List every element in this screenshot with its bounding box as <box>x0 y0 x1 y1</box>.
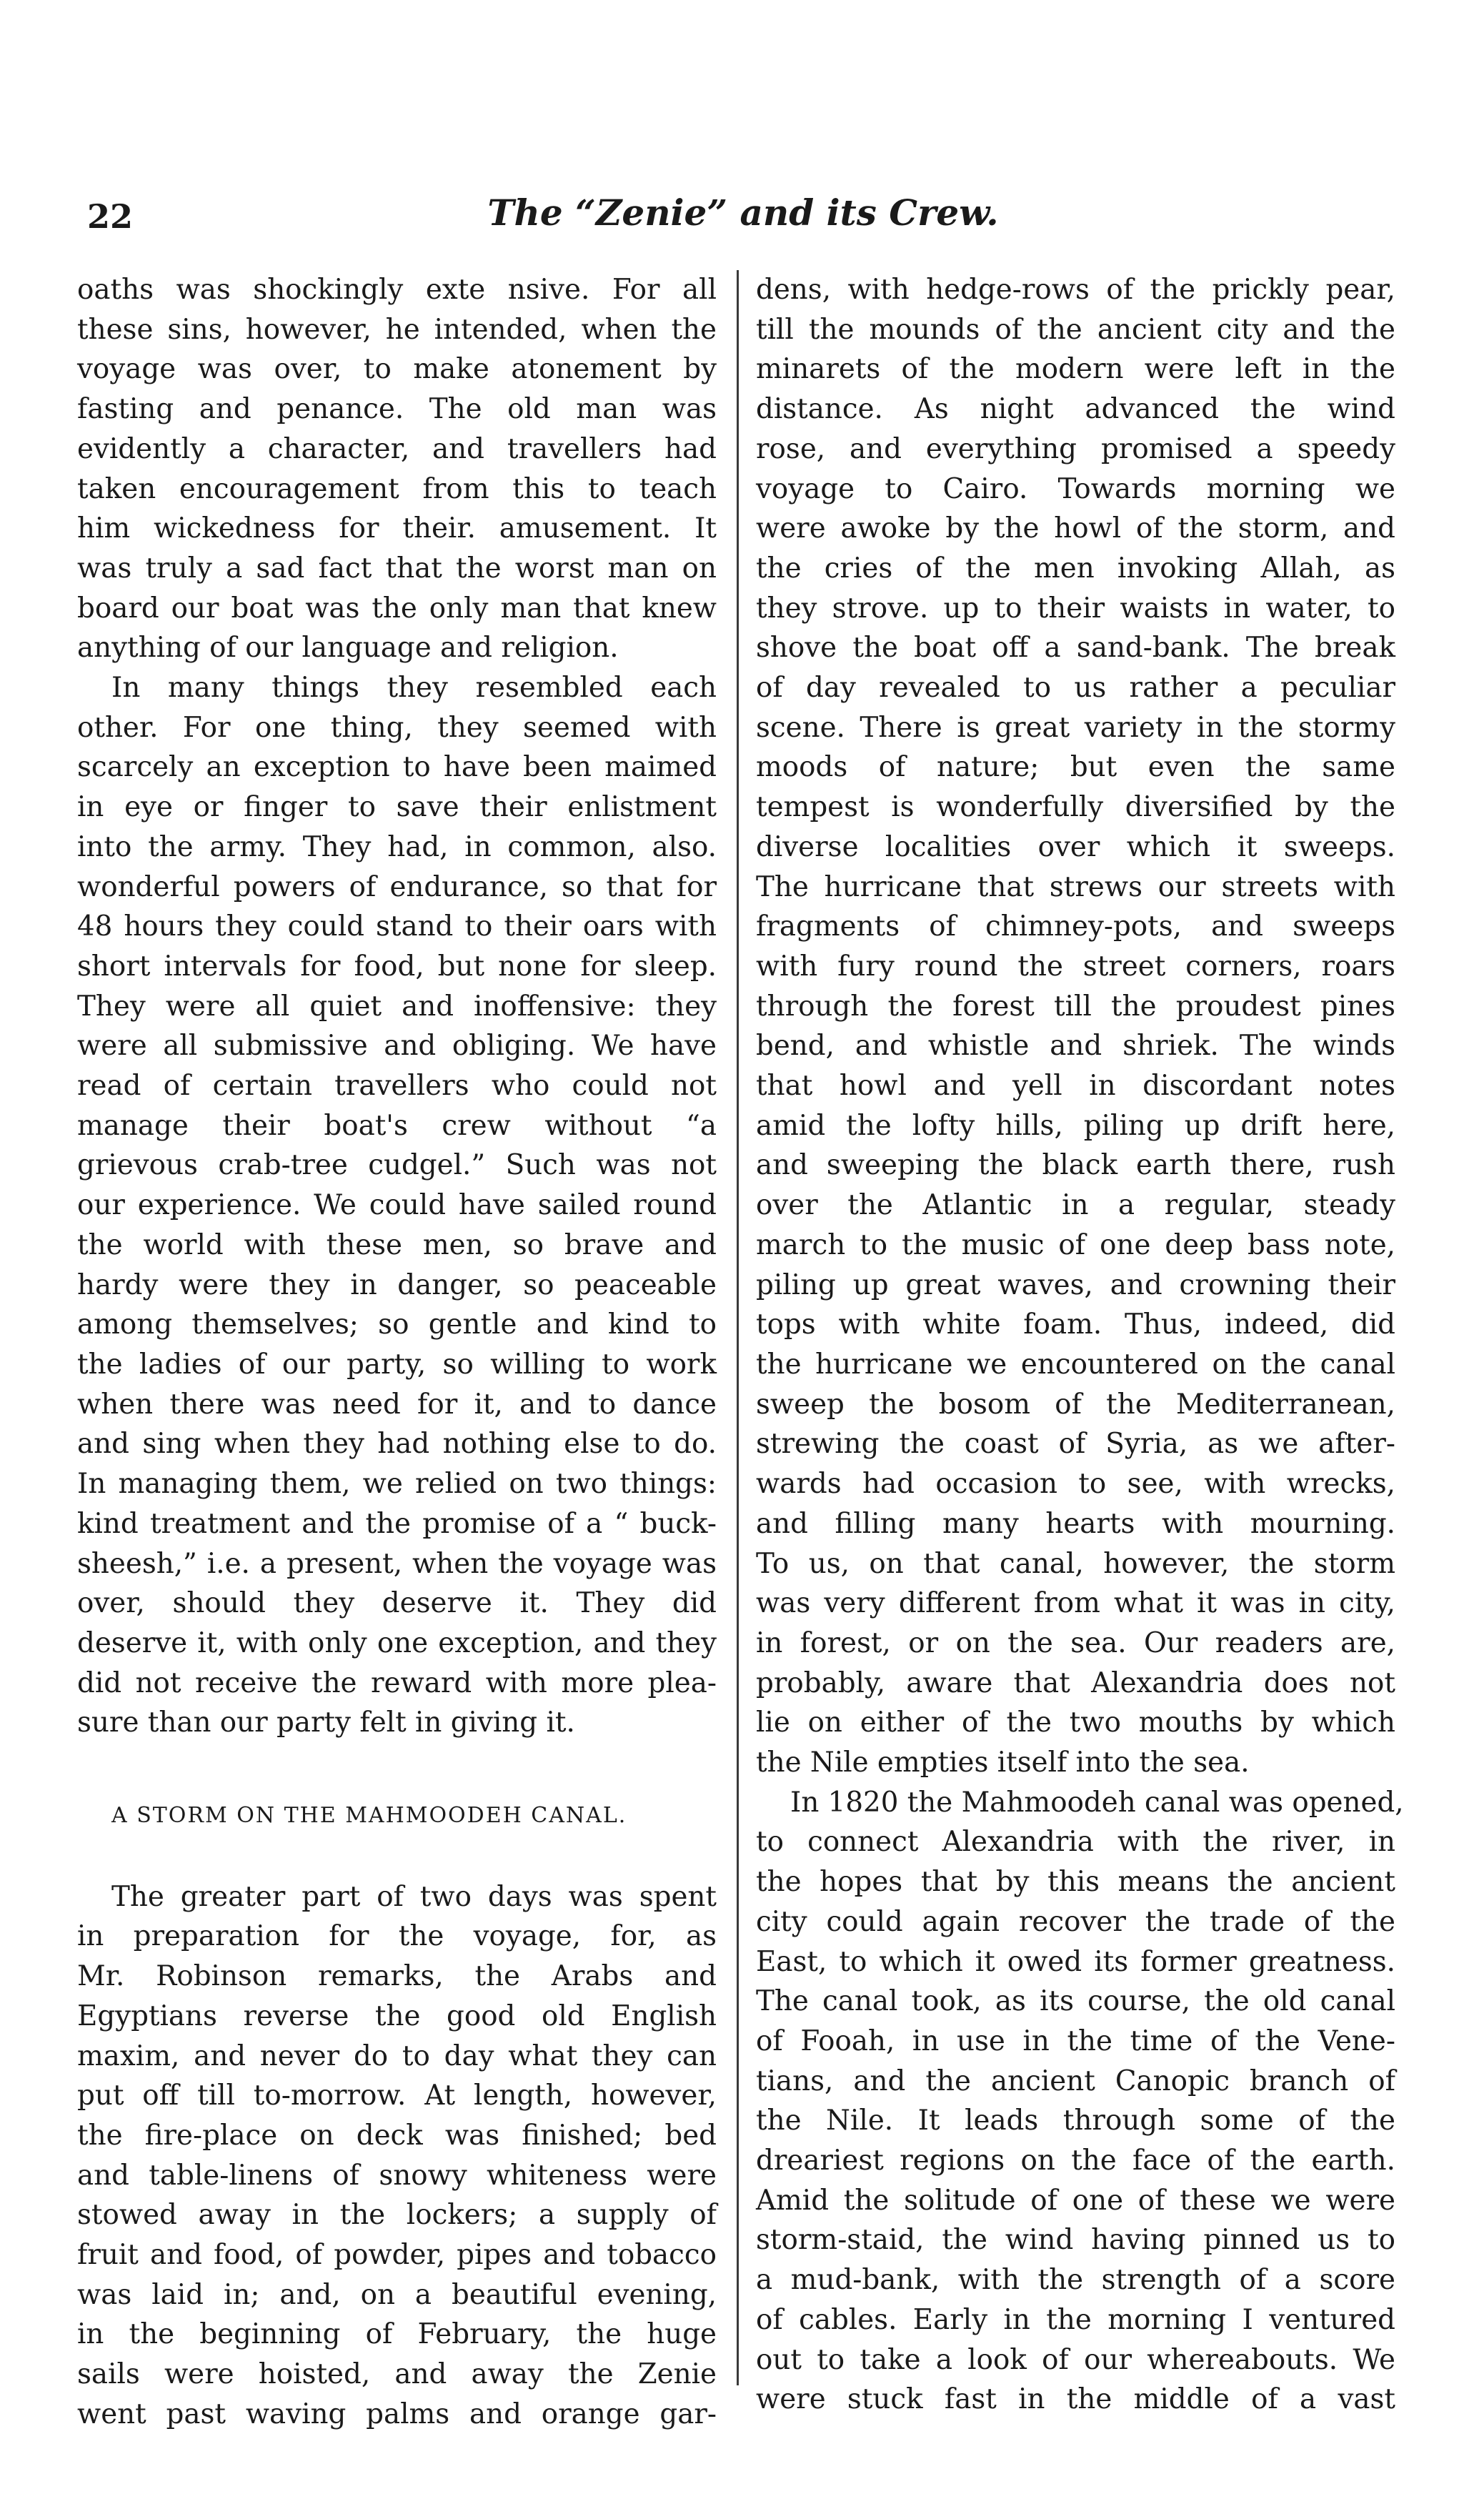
text-line: sweep the bosom of the Mediterranean, <box>756 1388 1395 1421</box>
text-line: East, to which it owed its former greatness. <box>756 1945 1395 1978</box>
text-line: city could again recover the trade of the <box>756 1905 1395 1938</box>
text-line: into the army. They had, in common, also. <box>77 830 717 863</box>
text-line: moods of nature; but even the same <box>756 751 1395 784</box>
text-line: In many things they resembled each <box>111 672 717 705</box>
text-line: Amid the solitude of one of these we were <box>756 2184 1395 2217</box>
text-line: the hopes that by this means the ancient <box>756 1866 1395 1899</box>
text-line: board our boat was the only man that knew <box>77 592 717 625</box>
text-line: scarcely an exception to have been maimed <box>77 751 717 784</box>
text-line: they strove. up to their waists in water, to <box>756 592 1395 625</box>
text-line: deserve it, with only one exception, and they <box>77 1626 717 1659</box>
text-line: piling up great waves, and crowning their <box>756 1268 1395 1301</box>
text-line: The hurricane that strews our streets with <box>756 870 1395 903</box>
text-line: Mr. Robinson remarks, the Arabs and <box>77 1960 717 1993</box>
text-line: were awoke by the howl of the storm, and <box>756 512 1395 545</box>
text-line: evidently a character, and travellers had <box>77 432 717 465</box>
text-line: anything of our language and religion. <box>77 632 619 665</box>
text-line: over, should they deserve it. They did <box>77 1587 717 1620</box>
text-line: to connect Alexandria with the river, in <box>756 1826 1395 1859</box>
text-line: was laid in; and, on a beautiful evening, <box>77 2278 717 2311</box>
text-line: read of certain travellers who could not <box>77 1070 717 1103</box>
text-line: bend, and whistle and shriek. The winds <box>756 1030 1395 1063</box>
text-line: amid the lofty hills, piling up drift here, <box>756 1109 1395 1142</box>
text-line: scene. There is great variety in the stormy <box>756 711 1395 744</box>
page-header <box>79 192 1408 249</box>
text-line: stowed away in the lockers; a supply of <box>77 2199 717 2232</box>
text-line: shove the boat off a sand-bank. The break <box>756 632 1395 665</box>
text-line: fasting and penance. The old man was <box>77 393 717 426</box>
text-line: these sins, however, he intended, when the <box>77 313 717 346</box>
text-line: when there was need for it, and to dance <box>77 1388 717 1421</box>
text-line: tops with white foam. Thus, indeed, did <box>756 1308 1395 1341</box>
text-line: the ladies of our party, so willing to work <box>77 1348 717 1381</box>
text-line: our experience. We could have sailed round <box>77 1189 717 1222</box>
text-line: distance. As night advanced the wind <box>756 393 1395 426</box>
text-line: tempest is wonderfully diversified by the <box>756 791 1395 824</box>
text-line: wards had occasion to see, with wrecks, <box>756 1468 1395 1501</box>
right-column <box>756 270 1404 2420</box>
text-line: maxim, and never do to day what they can <box>77 2039 717 2072</box>
text-line: were all submissive and obliging. We have <box>77 1030 717 1063</box>
text-line: In 1820 the Mahmoodeh canal was opened, <box>790 1786 1404 1819</box>
text-line: with fury round the street corners, roars <box>756 950 1395 983</box>
text-line: till the mounds of the ancient city and the <box>756 313 1395 346</box>
text-line: hardy were they in danger, so peaceable <box>77 1268 717 1301</box>
left-column <box>77 270 717 2435</box>
text-line: the cries of the men invoking Allah, as <box>756 552 1395 585</box>
text-line: To us, on that canal, however, the storm <box>756 1547 1395 1580</box>
text-line: sure than our party felt in giving it. <box>77 1706 575 1739</box>
text-line: him wickedness for their. amusement. It <box>77 512 717 545</box>
section-heading: A STORM ON THE MAHMOODEH CANAL. <box>111 1803 627 1829</box>
text-line: The greater part of two days was spent <box>111 1880 717 1913</box>
text-line: the fire-place on deck was finished; bed <box>77 2119 717 2152</box>
text-line: and table-linens of snowy whiteness were <box>77 2159 717 2192</box>
text-line: sails were hoisted, and away the Zenie <box>77 2358 717 2391</box>
text-line: lie on either of the two mouths by which <box>756 1706 1395 1739</box>
paragraph <box>77 270 717 668</box>
text-line: In managing them, we relied on two things: <box>77 1468 717 1501</box>
paragraph <box>756 1783 1404 2420</box>
text-line: the Nile. It leads through some of the <box>756 2105 1395 2137</box>
text-line: a mud-bank, with the strength of a score <box>756 2264 1395 2297</box>
text-line: and sweeping the black earth there, rush <box>756 1149 1395 1182</box>
page-number: 22 <box>87 197 134 236</box>
text-line: of cables. Early in the morning I ventured <box>756 2303 1395 2336</box>
text-line: in the beginning of February, the huge <box>77 2318 717 2351</box>
text-line: taken encouragement from this to teach <box>77 472 717 505</box>
text-line: that howl and yell in discordant notes <box>756 1070 1395 1103</box>
text-line: probably, aware that Alexandria does not <box>756 1666 1395 1699</box>
text-line: in forest, or on the sea. Our readers are, <box>756 1626 1395 1659</box>
text-line: storm-staid, the wind having pinned us to <box>756 2224 1395 2257</box>
text-line: dens, with hedge-rows of the prickly pear, <box>756 274 1395 306</box>
text-line: out to take a look of our whereabouts. We <box>756 2343 1395 2376</box>
text-line: in eye or finger to save their enlistment <box>77 791 717 824</box>
text-line: short intervals for food, but none for sleep. <box>77 950 717 983</box>
text-line: among themselves; so gentle and kind to <box>77 1308 717 1341</box>
column-divider <box>737 270 739 2385</box>
text-line: through the forest till the proudest pines <box>756 990 1395 1023</box>
text-line: the Nile empties itself into the sea. <box>756 1747 1250 1779</box>
text-line: diverse localities over which it sweeps. <box>756 830 1395 863</box>
text-line: other. For one thing, they seemed with <box>77 711 717 744</box>
text-line: sheesh,” i.e. a present, when the voyage was <box>77 1547 717 1580</box>
text-line: was truly a sad fact that the worst man on <box>77 552 717 585</box>
text-line: fruit and food, of powder, pipes and tobacco <box>77 2239 717 2272</box>
paragraph <box>77 1877 717 2435</box>
text-line: manage their boat's crew without “a <box>77 1109 717 1142</box>
text-line: 48 hours they could stand to their oars with <box>77 910 717 943</box>
text-line: and sing when they had nothing else to do. <box>77 1428 717 1461</box>
text-line: did not receive the reward with more plea- <box>77 1666 717 1699</box>
text-line: voyage was over, to make atonement by <box>77 353 717 386</box>
text-line: oaths was shockingly exte nsive. For all <box>77 274 717 306</box>
text-line: was very different from what it was in city, <box>756 1587 1395 1620</box>
text-line: kind treatment and the promise of a “ buck- <box>77 1507 717 1540</box>
paragraph <box>77 668 717 1743</box>
text-line: tians, and the ancient Canopic branch of <box>756 2065 1395 2097</box>
text-line: Egyptians reverse the good old English <box>77 1999 717 2032</box>
text-line: They were all quiet and inoffensive: they <box>77 990 717 1023</box>
text-line: the hurricane we encountered on the canal <box>756 1348 1395 1381</box>
text-line: and filling many hearts with mourning. <box>756 1507 1395 1540</box>
text-line: of Fooah, in use in the time of the Vene- <box>756 2024 1395 2057</box>
text-line: were stuck fast in the middle of a vast <box>756 2383 1395 2416</box>
text-line: dreariest regions on the face of the earth. <box>756 2145 1395 2177</box>
text-line: over the Atlantic in a regular, steady <box>756 1189 1395 1222</box>
text-line: the world with these men, so brave and <box>77 1228 717 1261</box>
text-line: voyage to Cairo. Towards morning we <box>756 472 1395 505</box>
text-line: fragments of chimney-pots, and sweeps <box>756 910 1395 943</box>
text-line: in preparation for the voyage, for, as <box>77 1920 717 1953</box>
text-line: of day revealed to us rather a peculiar <box>756 672 1395 705</box>
running-title: The “Zenie” and its Crew. <box>487 192 999 234</box>
text-line: minarets of the modern were left in the <box>756 353 1395 386</box>
text-line: strewing the coast of Syria, as we after- <box>756 1428 1395 1461</box>
text-line: march to the music of one deep bass note, <box>756 1228 1395 1261</box>
text-line: went past waving palms and orange gar- <box>77 2398 717 2430</box>
text-line: put off till to-morrow. At length, however, <box>77 2080 717 2112</box>
text-line: grievous crab-tree cudgel.” Such was not <box>77 1149 717 1182</box>
paragraph <box>756 270 1395 1783</box>
text-line: wonderful powers of endurance, so that for <box>77 870 717 903</box>
text-line: rose, and everything promised a speedy <box>756 432 1395 465</box>
text-line: The canal took, as its course, the old canal <box>756 1985 1395 2018</box>
